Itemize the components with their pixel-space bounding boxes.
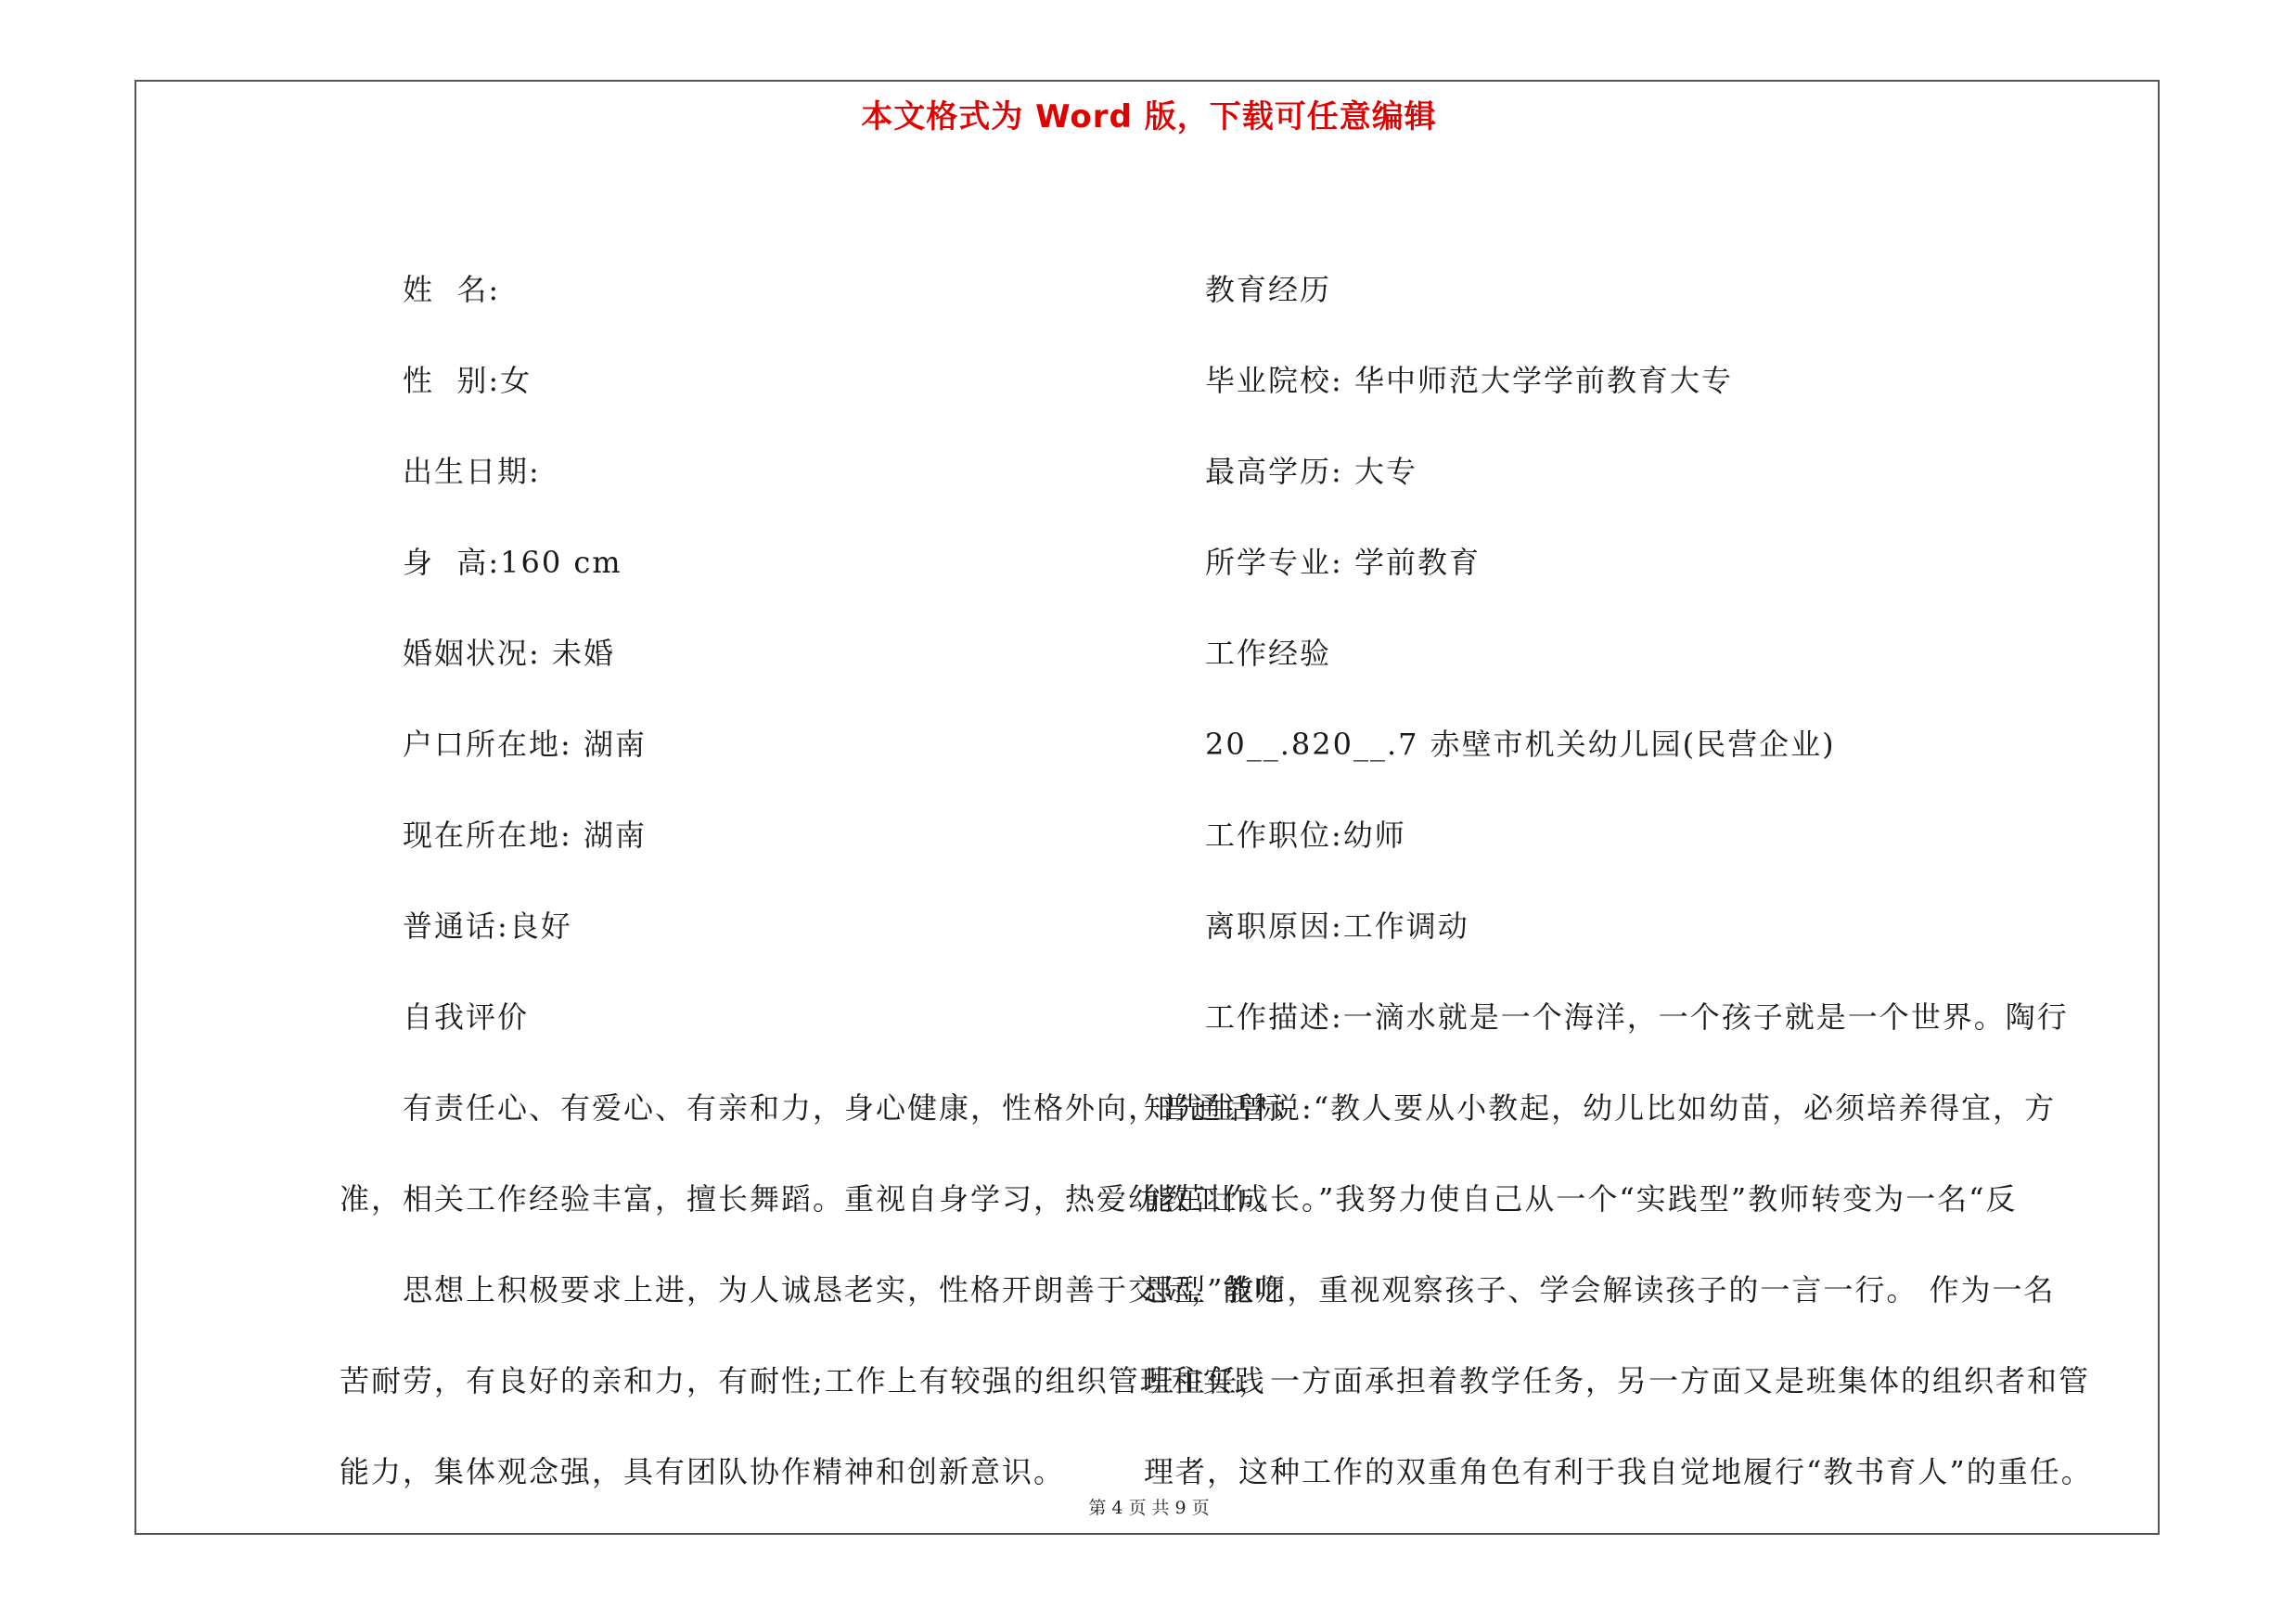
field-mandarin: 普通话:良好 — [403, 908, 572, 944]
field-school: 毕业院校: 华中师范大学学前教育大专 — [1205, 363, 1733, 398]
section-self-evaluation: 自我评价 — [403, 999, 530, 1035]
work-desc-line: 班主任，一方面承担着教学任务，另一方面又是班集体的组织者和管 — [1144, 1363, 2091, 1398]
work-desc-line: 思型”教师，重视观察孩子、学会解读孩子的一言一行。 作为一名 — [1144, 1272, 2056, 1307]
field-hukou: 户口所在地: 湖南 — [403, 727, 647, 762]
field-birthdate: 出生日期: — [403, 454, 541, 489]
work-desc-line: 能茁壮成长。”我努力使自己从一个“实践型”教师转变为一名“反 — [1144, 1181, 2018, 1217]
field-major: 所学专业: 学前教育 — [1205, 545, 1481, 580]
field-employer: 20__.820__.7 赤壁市机关幼儿园(民营企业) — [1205, 727, 1836, 762]
page-frame — [135, 80, 2160, 1535]
section-work-experience: 工作经验 — [1205, 636, 1332, 671]
work-desc-line: 知先生曾说:“教人要从小教起，幼儿比如幼苗，必须培养得宜，方 — [1144, 1090, 2057, 1126]
field-position: 工作职位:幼师 — [1205, 818, 1406, 853]
field-leave-reason: 离职原因:工作调动 — [1205, 908, 1469, 944]
format-banner: 本文格式为 Word 版，下载可任意编辑 — [861, 98, 1437, 135]
page-number: 第 4 页 共 9 页 — [1088, 1498, 1210, 1518]
self-eval-line: 准，相关工作经验丰富，擅长舞蹈。重视自身学习，热爱幼教工作。 — [340, 1181, 1287, 1217]
self-eval-line: 苦耐劳，有良好的亲和力，有耐性;工作上有较强的组织管理和实践 — [340, 1363, 1266, 1398]
self-eval-line: 思想上积极要求上进，为人诚恳老实，性格开朗善于交际，能吃 — [403, 1272, 1287, 1307]
work-desc-line: 工作描述:一滴水就是一个海洋，一个孩子就是一个世界。陶行 — [1205, 999, 2069, 1035]
field-degree: 最高学历: 大专 — [1205, 454, 1417, 489]
self-eval-line: 有责任心、有爱心、有亲和力，身心健康，性格外向，普通话标 — [403, 1090, 1287, 1126]
field-marital: 婚姻状况: 未婚 — [403, 636, 615, 671]
section-education: 教育经历 — [1205, 272, 1332, 307]
self-eval-line: 能力，集体观念强，具有团队协作精神和创新意识。 — [340, 1454, 1066, 1489]
work-desc-line: 理者，这种工作的双重角色有利于我自觉地履行“教书育人”的重任。 — [1144, 1454, 2093, 1489]
field-height: 身 高:160 cm — [403, 545, 622, 580]
field-gender: 性 别:女 — [403, 363, 532, 398]
field-residence: 现在所在地: 湖南 — [403, 818, 647, 853]
field-name: 姓 名: — [403, 272, 501, 307]
